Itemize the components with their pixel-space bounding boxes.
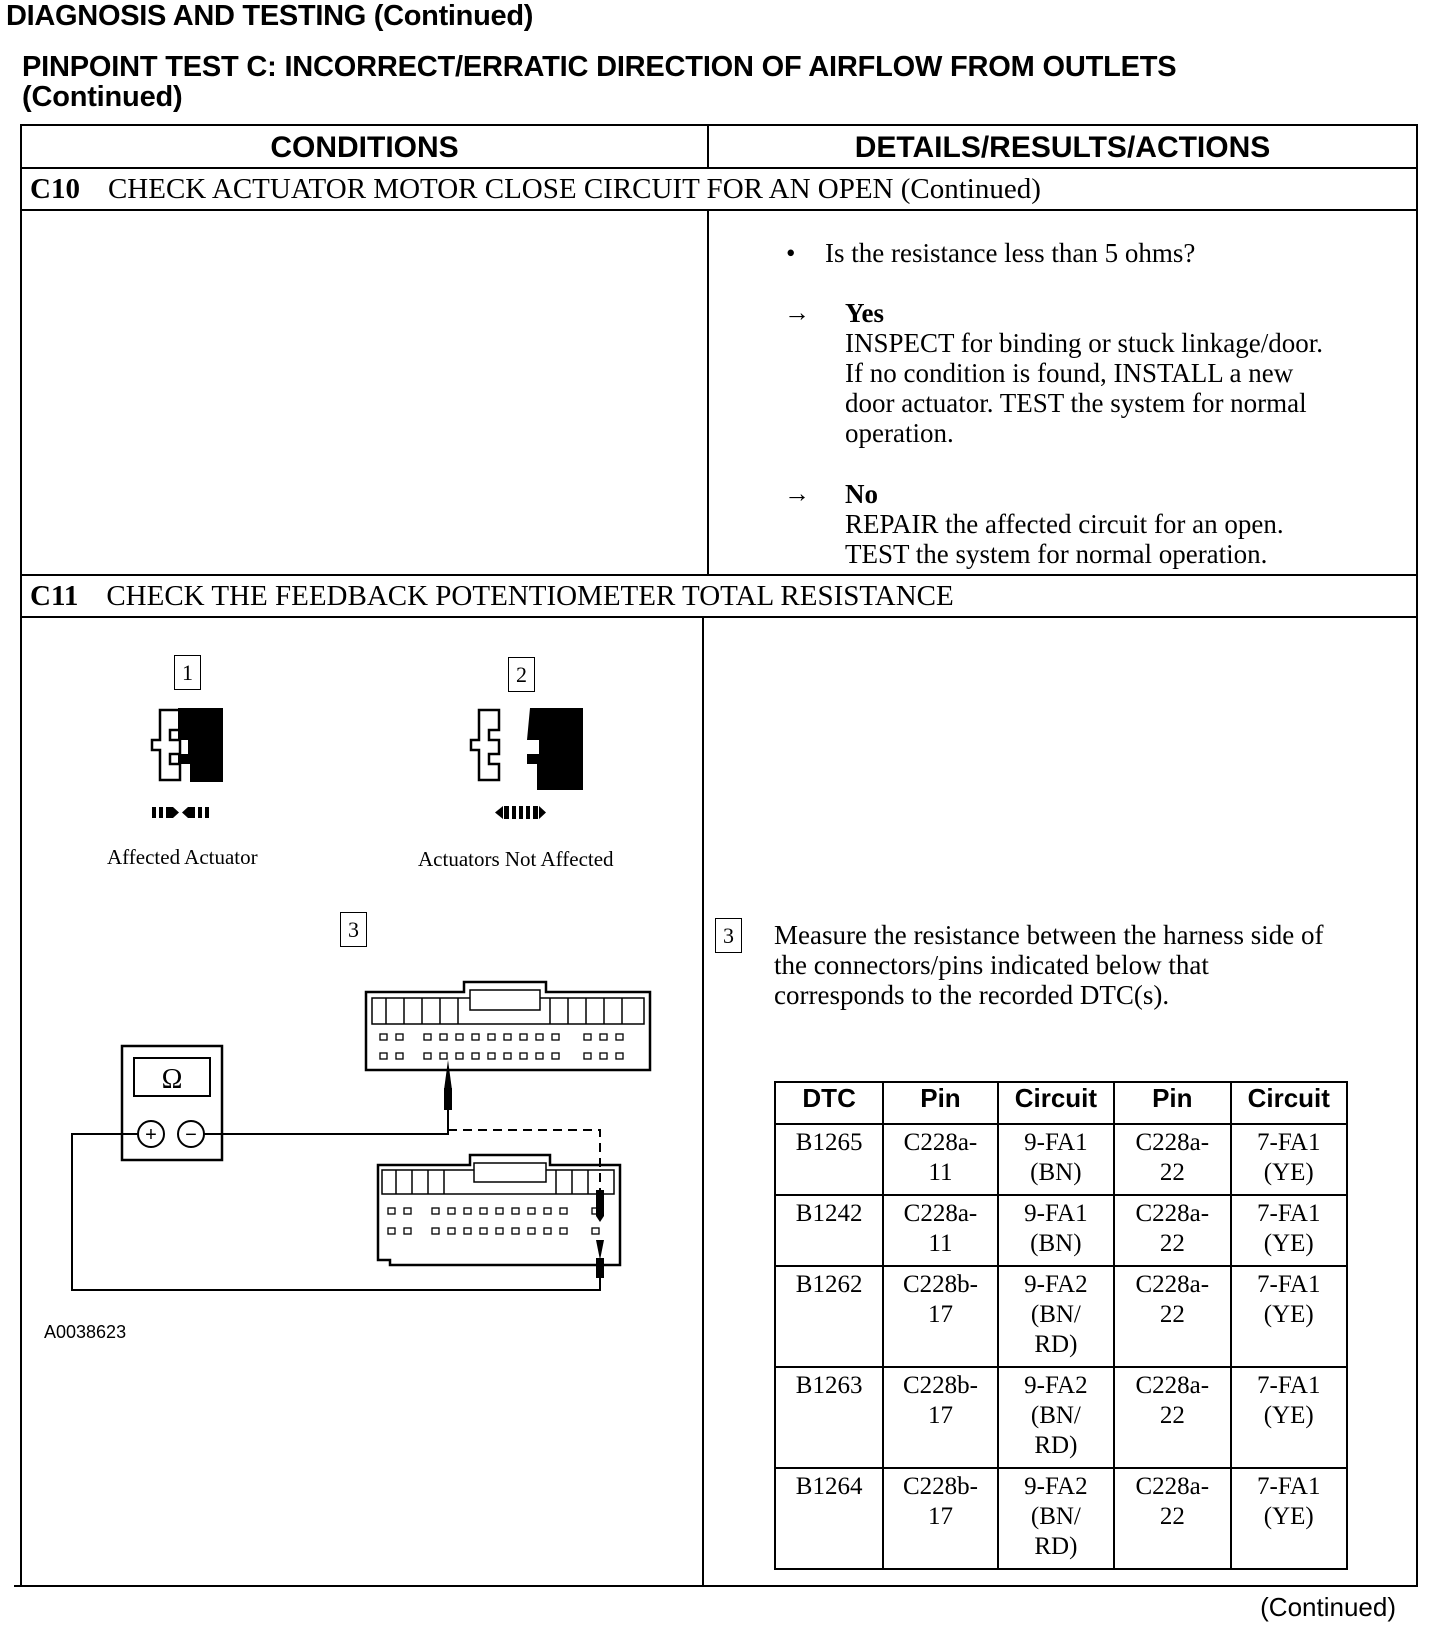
cell-pin-1: C228b- 17 <box>883 1367 997 1468</box>
details-header: DETAILS/RESULTS/ACTIONS <box>854 131 1271 164</box>
c10-question: Is the resistance less than 5 ohms? <box>825 238 1196 268</box>
cell-circuit-2: 7-FA1 (YE) <box>1231 1195 1347 1266</box>
cell-circuit-2: 7-FA1 (YE) <box>1231 1367 1347 1468</box>
cell-dtc-code: B1262 <box>775 1266 883 1367</box>
dtc-header-dtc: DTC <box>775 1082 883 1124</box>
c10-no-line1: REPAIR the affected circuit for an open. <box>845 509 1284 539</box>
cell-circuit-1: 9-FA2 (BN/ RD) <box>998 1266 1114 1367</box>
cell-pin-2: C228a- 22 <box>1114 1124 1230 1195</box>
table-row <box>775 1367 1347 1468</box>
cell-pin-1: C228a- 11 <box>883 1124 997 1195</box>
dtc-table-header-row <box>775 1082 1347 1124</box>
column-divider-c10 <box>707 209 709 576</box>
c10-no-line2: TEST the system for normal operation. <box>845 539 1268 569</box>
c11-title-bottom-border <box>20 616 1418 618</box>
c10-no-label: No <box>845 479 878 509</box>
cell-pin-1: C228b- 17 <box>883 1266 997 1367</box>
connector-c228b-icon <box>378 1155 620 1265</box>
table-row <box>775 1468 1347 1569</box>
page-title: DIAGNOSIS AND TESTING (Continued) <box>6 0 534 32</box>
step-c10-id: C10 <box>30 173 80 205</box>
cell-pin-1: C228b- 17 <box>883 1468 997 1569</box>
instruction-line2: the connectors/pins indicated below that <box>774 950 1209 980</box>
instruction-line1: Measure the resistance between the harness side of <box>774 920 1324 950</box>
c10-title-bottom-border <box>20 209 1418 211</box>
pinpoint-test-title-line2: (Continued) <box>22 81 183 113</box>
cell-pin-2: C228a- 22 <box>1114 1468 1230 1569</box>
c10-no-block <box>845 479 1284 569</box>
cell-circuit-2: 7-FA1 (YE) <box>1231 1124 1347 1195</box>
table-bottom-border <box>14 1585 1418 1587</box>
cell-circuit-1: 9-FA2 (BN/ RD) <box>998 1367 1114 1468</box>
meter-ohm-symbol: Ω <box>161 1064 183 1095</box>
figure-label-1: 1 <box>174 655 201 690</box>
cell-pin-2: C228a- 22 <box>1114 1195 1230 1266</box>
cell-circuit-1: 9-FA1 (BN) <box>998 1195 1114 1266</box>
ohmmeter-connector-diagram <box>60 960 660 1330</box>
step-c10-title-text: CHECK ACTUATOR MOTOR CLOSE CIRCUIT FOR AN OPEN (Continued) <box>107 173 1041 205</box>
table-left-border <box>20 124 22 1586</box>
cell-pin-1: C228a- 11 <box>883 1195 997 1266</box>
cell-dtc-code: B1242 <box>775 1195 883 1266</box>
no-arrow-icon: → <box>784 479 810 508</box>
meter-minus-symbol: − <box>185 1124 197 1146</box>
table-row <box>775 1124 1347 1195</box>
c10-yes-line3: door actuator. TEST the system for normal <box>845 388 1307 418</box>
cell-circuit-2: 7-FA1 (YE) <box>1231 1266 1347 1367</box>
figure-label-3: 3 <box>340 912 367 947</box>
step-c11-title <box>30 576 954 616</box>
caption-affected-actuator: Affected Actuator <box>107 845 258 869</box>
c10-yes-line2: If no condition is found, INSTALL a new <box>845 358 1294 388</box>
meter-plus-symbol: + <box>145 1124 157 1146</box>
instruction-step-number: 3 <box>715 918 742 953</box>
dtc-header-pin-2: Pin <box>1114 1082 1230 1124</box>
dtc-header-pin-1: Pin <box>883 1082 997 1124</box>
connector-c228a-icon <box>366 982 650 1070</box>
cell-dtc-code: B1265 <box>775 1124 883 1195</box>
dtc-header-circuit-1: Circuit <box>998 1082 1114 1124</box>
step-c11-id: C11 <box>30 580 79 612</box>
pinpoint-test-title <box>22 52 1176 112</box>
c10-yes-line4: operation. <box>845 418 954 448</box>
table-row <box>775 1266 1347 1367</box>
converging-arrows-icon <box>152 807 209 818</box>
c10-yes-block <box>845 298 1323 448</box>
dtc-table-body <box>775 1124 1347 1569</box>
conditions-header: CONDITIONS <box>270 131 459 164</box>
column-divider-c11 <box>702 616 704 1586</box>
affected-actuator-illustration <box>130 700 230 825</box>
cell-dtc-code: B1264 <box>775 1468 883 1569</box>
step-c11-title-text: CHECK THE FEEDBACK POTENTIOMETER TOTAL RESISTANCE <box>106 580 954 612</box>
table-row <box>775 1195 1347 1266</box>
unaffected-actuator-illustration <box>455 700 595 825</box>
cell-pin-2: C228a- 22 <box>1114 1266 1230 1367</box>
c10-bullet: • <box>786 238 796 268</box>
cell-circuit-1: 9-FA2 (BN/ RD) <box>998 1468 1114 1569</box>
dtc-header-circuit-2: Circuit <box>1231 1082 1347 1124</box>
table-top-border <box>20 124 1418 126</box>
table-right-border <box>1416 124 1418 1586</box>
yes-arrow-icon: → <box>784 298 810 327</box>
cell-circuit-1: 9-FA1 (BN) <box>998 1124 1114 1195</box>
cell-pin-2: C228a- 22 <box>1114 1367 1230 1468</box>
caption-actuators-not-affected: Actuators Not Affected <box>418 847 614 871</box>
pinpoint-test-title-line1: PINPOINT TEST C: INCORRECT/ERRATIC DIRECTION OF AIRFLOW FROM OUTLETS <box>22 51 1177 83</box>
footer-continued: (Continued) <box>1260 1592 1396 1622</box>
diverging-arrows-icon <box>495 806 546 819</box>
c10-yes-label: Yes <box>845 298 884 328</box>
cell-circuit-2: 7-FA1 (YE) <box>1231 1468 1347 1569</box>
instruction-text <box>774 920 1324 1010</box>
instruction-line3: corresponds to the recorded DTC(s). <box>774 980 1170 1010</box>
step-c10-title <box>30 169 1041 209</box>
figure-label-2: 2 <box>508 657 535 692</box>
c10-yes-line1: INSPECT for binding or stuck linkage/door. <box>845 328 1323 358</box>
figure-id: A0038623 <box>44 1322 127 1342</box>
cell-dtc-code: B1263 <box>775 1367 883 1468</box>
dtc-table <box>774 1081 1348 1570</box>
